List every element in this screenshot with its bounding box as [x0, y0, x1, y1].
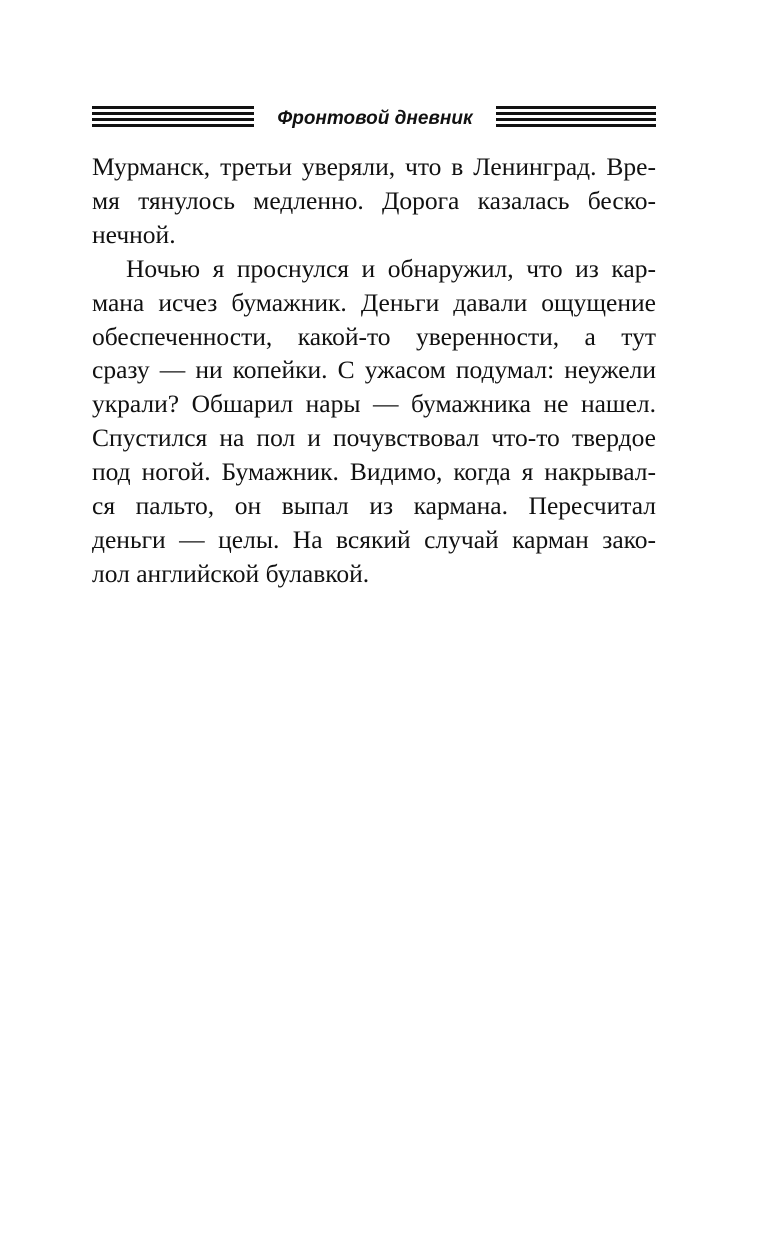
body-text: [92, 150, 656, 591]
text-line: украли? Обшарил нары — бумажника не нашел.: [92, 389, 656, 419]
decorative-stripes-left: [92, 106, 254, 130]
text-line: Мурманск, третьи уверяли, что в Ленинград. Вре-: [92, 152, 656, 181]
text-line: Ночью я проснулся и обнаружил, что из кар-: [126, 253, 656, 283]
text-line: ся пальто, он выпал из кармана. Пересчитал: [92, 491, 656, 521]
text-line: нечной.: [92, 219, 176, 249]
text-line: под ногой. Бумажник. Видимо, когда я накрывал-: [92, 457, 656, 487]
text-line: мя тянулось медленно. Дорога казалась беско-: [92, 185, 656, 215]
running-head: [92, 104, 656, 134]
paragraph-1: [92, 150, 656, 252]
text-line: мана исчез бумажник. Деньги давали ощущение: [92, 287, 656, 317]
text-line: обеспеченности, какой-то уверенности, а тут: [92, 321, 656, 351]
paragraph-2: [92, 252, 656, 591]
text-line: сразу — ни копейки. С ужасом подумал: неужели: [92, 355, 656, 385]
text-line: деньги — целы. На всякий случай карман зако-: [92, 524, 656, 554]
decorative-stripes-right: [496, 106, 656, 130]
running-head-title: Фронтовой дневник: [277, 108, 473, 129]
text-line: Спустился на пол и почувствовал что-то твердое: [92, 423, 656, 453]
text-line: лол английской булавкой.: [92, 558, 370, 588]
